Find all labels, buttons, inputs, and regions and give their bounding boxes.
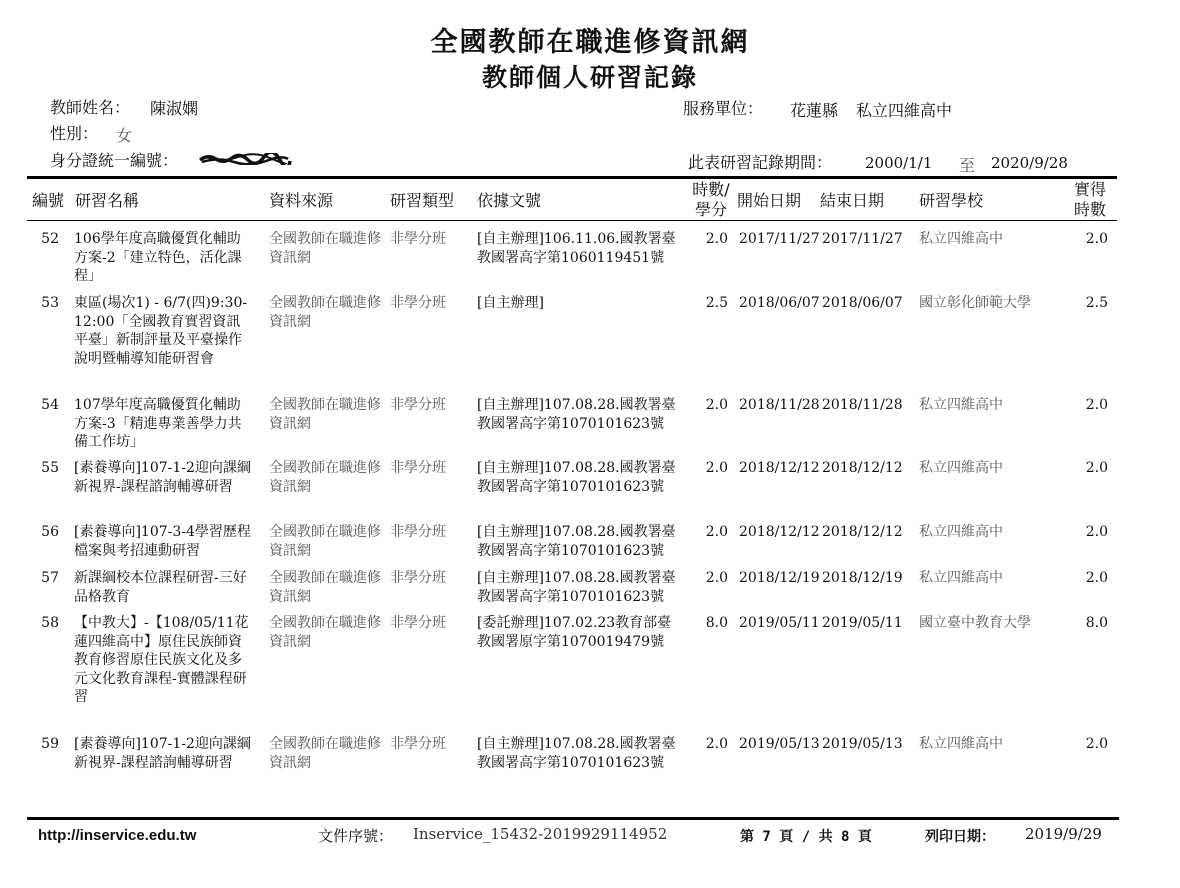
- row-start-date: 2019/05/11: [739, 615, 820, 631]
- row-num: 56: [41, 524, 59, 540]
- doc-label: 文件序號：: [318, 827, 394, 845]
- row-school: 私立四維高中: [919, 570, 1003, 586]
- row-source: 全國教師在職進修資訊網: [269, 231, 381, 266]
- row-end-date: 2017/11/27: [822, 231, 903, 247]
- row-ref: [委託辦理]107.02.23教育部臺教國署原字第1070019479號: [477, 615, 672, 650]
- row-got-hours: 2.0: [1085, 460, 1108, 476]
- row-hours: 2.0: [705, 736, 728, 752]
- row-school: 私立四維高中: [919, 231, 1003, 247]
- row-got-hours: 2.0: [1085, 231, 1108, 247]
- row-name: [素養導向]107-1-2迎向課綱新視界-課程諮詢輔導研習: [74, 736, 251, 771]
- print-date-value: 2019/9/29: [1025, 825, 1102, 843]
- unit-label: 服務單位：: [683, 99, 764, 118]
- row-end-date: 2018/06/07: [822, 295, 903, 311]
- row-ref: [自主辦理]107.08.28.國教署臺教國署高字第1070101623號: [477, 736, 676, 771]
- col-got-line2: 時數: [1073, 200, 1106, 219]
- row-end-date: 2018/11/28: [822, 397, 903, 413]
- row-hours: 2.0: [705, 460, 728, 476]
- col-num: 編號: [32, 191, 65, 210]
- row-type: 非學分班: [390, 570, 446, 586]
- row-start-date: 2017/11/27: [739, 231, 820, 247]
- row-school: 國立彰化師範大學: [919, 295, 1031, 311]
- row-hours: 2.0: [705, 397, 728, 413]
- row-start-date: 2019/05/13: [739, 736, 820, 752]
- row-end-date: 2018/12/19: [822, 570, 903, 586]
- row-type: 非學分班: [390, 460, 446, 476]
- row-name: 新課綱校本位課程研習-三好品格教育: [74, 570, 247, 605]
- row-got-hours: 2.0: [1085, 736, 1108, 752]
- row-ref: [自主辦理]107.08.28.國教署臺教國署高字第1070101623號: [477, 397, 676, 432]
- row-num: 59: [41, 736, 59, 752]
- row-school: 國立臺中教育大學: [919, 615, 1031, 631]
- row-num: 57: [41, 570, 59, 586]
- row-end-date: 2019/05/11: [822, 615, 903, 631]
- row-ref: [自主辦理]: [477, 295, 544, 311]
- table-header-rule: [27, 220, 1117, 221]
- name-value: 陳淑嫻: [150, 99, 199, 118]
- row-school: 私立四維高中: [919, 736, 1003, 752]
- gender-value: 女: [116, 126, 133, 145]
- table-top-rule: [27, 176, 1117, 179]
- col-hours: [686, 180, 736, 220]
- footer-rule: [27, 817, 1119, 820]
- row-got-hours: 2.0: [1085, 524, 1108, 540]
- row-name: 107學年度高職優質化輔助方案-3「精進專業善學力共備工作坊」: [74, 397, 242, 450]
- col-type: 研習類型: [390, 191, 455, 210]
- row-name: 106學年度高職優質化輔助方案-2「建立特色，活化課程」: [74, 231, 242, 284]
- period-to: 至: [959, 156, 976, 175]
- row-hours: 2.0: [705, 231, 728, 247]
- col-name: 研習名稱: [75, 191, 140, 210]
- row-source: 全國教師在職進修資訊網: [269, 736, 381, 771]
- row-source: 全國教師在職進修資訊網: [269, 295, 381, 330]
- gender-label: 性別：: [50, 124, 99, 143]
- row-num: 53: [41, 295, 59, 311]
- redaction-scribble-icon: [198, 153, 292, 165]
- col-hours-line2: 學分: [694, 200, 727, 219]
- row-hours: 2.5: [705, 295, 728, 311]
- col-got: [1064, 180, 1116, 220]
- row-source: 全國教師在職進修資訊網: [269, 524, 381, 559]
- col-end: 結束日期: [820, 191, 885, 210]
- page-title: 全國教師在職進修資訊網: [430, 27, 750, 58]
- row-source: 全國教師在職進修資訊網: [269, 460, 381, 495]
- row-school: 私立四維高中: [919, 460, 1003, 476]
- row-type: 非學分班: [390, 524, 446, 540]
- row-end-date: 2019/05/13: [822, 736, 903, 752]
- row-start-date: 2018/12/12: [739, 460, 820, 476]
- unit-county: 花蓮縣: [790, 101, 839, 120]
- col-hours-line1: 時數/: [692, 180, 730, 199]
- row-ref: [自主辦理]107.08.28.國教署臺教國署高字第1070101623號: [477, 570, 676, 605]
- doc-value: Inservice_15432-2019929114952: [413, 825, 668, 843]
- row-source: 全國教師在職進修資訊網: [269, 570, 381, 605]
- row-ref: [自主辦理]106.11.06.國教署臺教國署高字第1060119451號: [477, 231, 676, 266]
- footer-url: http://inservice.edu.tw: [38, 827, 197, 844]
- unit-school: 私立四維高中: [856, 101, 953, 120]
- row-hours: 2.0: [705, 524, 728, 540]
- row-name: 東區(場次1) - 6/7(四)9:30-12:00「全國教育實習資訊平臺」新制評量及平臺操作說明暨輔導知能研習會: [74, 295, 248, 367]
- col-ref: 依據文號: [477, 191, 542, 210]
- row-got-hours: 2.0: [1085, 570, 1108, 586]
- row-num: 54: [41, 397, 59, 413]
- row-start-date: 2018/12/12: [739, 524, 820, 540]
- row-ref: [自主辦理]107.08.28.國教署臺教國署高字第1070101623號: [477, 460, 676, 495]
- row-source: 全國教師在職進修資訊網: [269, 397, 381, 432]
- row-type: 非學分班: [390, 231, 446, 247]
- row-ref: [自主辦理]107.08.28.國教署臺教國署高字第1070101623號: [477, 524, 676, 559]
- row-name: [素養導向]107-3-4學習歷程檔案與考招連動研習: [74, 524, 251, 559]
- row-start-date: 2018/11/28: [739, 397, 820, 413]
- row-hours: 2.0: [705, 570, 728, 586]
- id-label: 身分證統一編號：: [50, 151, 179, 170]
- row-name: 【中教大】-【108/05/11花蓮四維高中】原住民族師資教育修習原住民族文化及多元文化教育課程-實體課程研習: [74, 615, 249, 705]
- print-date-label: 列印日期：: [925, 829, 995, 845]
- row-hours: 8.0: [705, 615, 728, 631]
- row-name: [素養導向]107-1-2迎向課綱新視界-課程諮詢輔導研習: [74, 460, 251, 495]
- row-end-date: 2018/12/12: [822, 524, 903, 540]
- row-source: 全國教師在職進修資訊網: [269, 615, 381, 650]
- page-subtitle: 教師個人研習記錄: [481, 63, 698, 92]
- row-num: 52: [41, 231, 59, 247]
- row-start-date: 2018/12/19: [739, 570, 820, 586]
- row-school: 私立四維高中: [919, 524, 1003, 540]
- row-got-hours: 2.5: [1085, 295, 1108, 311]
- row-type: 非學分班: [390, 397, 446, 413]
- row-num: 58: [41, 615, 59, 631]
- row-got-hours: 2.0: [1085, 397, 1108, 413]
- col-source: 資料來源: [269, 191, 334, 210]
- row-end-date: 2018/12/12: [822, 460, 903, 476]
- col-got-line1: 實得: [1073, 180, 1106, 199]
- period-end: 2020/9/28: [991, 154, 1068, 172]
- row-school: 私立四維高中: [919, 397, 1003, 413]
- period-label: 此表研習記錄期間：: [688, 153, 833, 172]
- row-num: 55: [41, 460, 59, 476]
- row-type: 非學分班: [390, 295, 446, 311]
- name-label: 教師姓名：: [50, 98, 131, 117]
- col-school: 研習學校: [919, 191, 984, 210]
- row-got-hours: 8.0: [1085, 615, 1108, 631]
- row-type: 非學分班: [390, 615, 446, 631]
- period-start: 2000/1/1: [865, 154, 933, 172]
- col-start: 開始日期: [737, 191, 802, 210]
- page-info: 第 7 頁 / 共 8 頁: [740, 829, 872, 845]
- row-start-date: 2018/06/07: [739, 295, 820, 311]
- row-type: 非學分班: [390, 736, 446, 752]
